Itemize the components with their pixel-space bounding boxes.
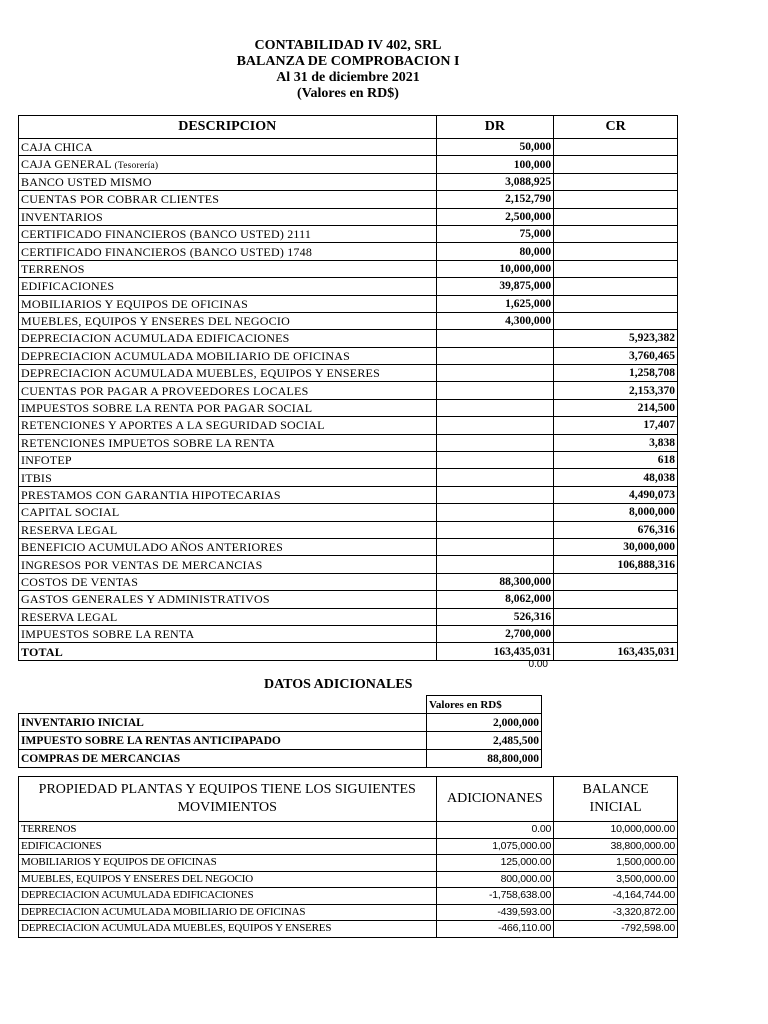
credit-amount: [554, 225, 678, 242]
table-row: [19, 538, 678, 555]
table-row: [19, 855, 678, 872]
additions-amount: 1,075,000.00: [436, 838, 554, 855]
account-name-text: CUENTAS POR COBRAR CLIENTES: [21, 192, 220, 207]
table-row: [19, 382, 678, 399]
account-name: [19, 417, 437, 434]
account-name-text: RESERVA LEGAL: [21, 522, 118, 537]
table-row: [19, 888, 678, 905]
account-name-text: IMPUESTOS SOBRE LA RENTA POR PAGAR SOCIAL: [21, 401, 313, 416]
debit-amount: 2,700,000: [436, 625, 554, 642]
column-header-dr: DR: [436, 116, 554, 139]
account-name: [19, 556, 437, 573]
debit-amount: 10,000,000: [436, 260, 554, 277]
credit-amount: 618: [554, 452, 678, 469]
total-credit: 163,435,031: [554, 643, 678, 660]
credit-amount: [554, 591, 678, 608]
report-currency: (Valores en RD$): [297, 86, 399, 101]
additions-amount: -439,593.00: [436, 904, 554, 921]
company-name: CONTABILIDAD IV 402, SRL: [254, 38, 442, 53]
datos-adicionales-title: DATOS ADICIONALES: [264, 677, 413, 692]
account-name-text: RESERVA LEGAL: [21, 609, 118, 624]
debit-amount: [436, 365, 554, 382]
initial-balance-amount: 10,000,000.00: [554, 822, 678, 839]
table-row: [19, 822, 678, 839]
additions-amount: 800,000.00: [436, 871, 554, 888]
account-name: [19, 330, 437, 347]
account-name: [19, 191, 437, 208]
table-row: [19, 173, 678, 190]
account-name: [19, 225, 437, 242]
table-row: [19, 434, 678, 451]
debit-amount: 2,500,000: [436, 208, 554, 225]
account-name-text: CAJA CHICA: [21, 140, 93, 155]
debit-amount: [436, 417, 554, 434]
debit-amount: [436, 486, 554, 503]
account-name: [19, 591, 437, 608]
credit-amount: [554, 260, 678, 277]
debit-amount: 50,000: [436, 139, 554, 156]
account-name: [19, 208, 437, 225]
credit-amount: 3,760,465: [554, 347, 678, 364]
account-name: [19, 243, 437, 260]
credit-amount: [554, 156, 678, 173]
table-row: [19, 347, 678, 364]
credit-amount: [554, 208, 678, 225]
credit-amount: [554, 173, 678, 190]
datos-value: 2,000,000: [427, 714, 542, 732]
total-label: TOTAL: [19, 643, 437, 660]
datos-label: IMPUESTO SOBRE LA RENTAS ANTICIPAPADO: [19, 732, 427, 750]
table-row: [19, 608, 678, 625]
column-header-propiedad: PROPIEDAD PLANTAS Y EQUIPOS TIENE LOS SIGUIENTES MOVIMIENTOS: [19, 777, 437, 822]
account-name: [19, 260, 437, 277]
table-row: [19, 191, 678, 208]
credit-amount: [554, 608, 678, 625]
account-name-text: CAJA GENERAL: [21, 156, 112, 171]
credit-amount: [554, 243, 678, 260]
debit-amount: [436, 556, 554, 573]
propiedad-table: [18, 776, 678, 938]
table-row: [19, 469, 678, 486]
table-row: [19, 295, 678, 312]
table-row: [19, 452, 678, 469]
table-row: [19, 278, 678, 295]
account-name: [19, 156, 437, 173]
account-name: [19, 434, 437, 451]
column-header-cr: CR: [554, 116, 678, 139]
asset-name: EDIFICACIONES: [19, 838, 437, 855]
table-row: [19, 625, 678, 642]
credit-amount: 214,500: [554, 399, 678, 416]
account-name: [19, 295, 437, 312]
asset-name: DEPRECIACION ACUMULADA MOBILIARIO DE OFICINAS: [19, 904, 437, 921]
table-row: [19, 399, 678, 416]
account-name-text: ITBIS: [21, 470, 52, 485]
propiedad-header-row: [19, 777, 678, 822]
additions-amount: -466,110.00: [436, 921, 554, 938]
account-name: [19, 538, 437, 555]
table-row: [19, 225, 678, 242]
table-row: [19, 260, 678, 277]
debit-amount: 8,062,000: [436, 591, 554, 608]
balanza-header-row: [19, 116, 678, 139]
account-name: [19, 173, 437, 190]
asset-name: DEPRECIACION ACUMULADA MUEBLES, EQUIPOS Y ENSERES: [19, 921, 437, 938]
debit-amount: [436, 347, 554, 364]
account-name: [19, 469, 437, 486]
additions-amount: -1,758,638.00: [436, 888, 554, 905]
account-name-text: BENEFICIO ACUMULADO AÑOS ANTERIORES: [21, 540, 284, 555]
credit-amount: [554, 573, 678, 590]
debit-amount: 4,300,000: [436, 312, 554, 329]
debit-amount: [436, 521, 554, 538]
debit-amount: 3,088,925: [436, 173, 554, 190]
credit-amount: 106,888,316: [554, 556, 678, 573]
additions-amount: 0.00: [436, 822, 554, 839]
account-name-text: RETENCIONES Y APORTES A LA SEGURIDAD SOCIAL: [21, 418, 325, 433]
account-name-text: IMPUESTOS SOBRE LA RENTA: [21, 627, 195, 642]
table-row: [19, 573, 678, 590]
total-debit: 163,435,031: [436, 643, 554, 660]
account-name: [19, 382, 437, 399]
column-header-descripcion: DESCRIPCION: [19, 116, 437, 139]
asset-name: DEPRECIACION ACUMULADA EDIFICACIONES: [19, 888, 437, 905]
datos-value: 88,800,000: [427, 750, 542, 768]
account-name-text: COSTOS DE VENTAS: [21, 574, 139, 589]
asset-name: TERRENOS: [19, 822, 437, 839]
credit-amount: 8,000,000: [554, 504, 678, 521]
credit-amount: 2,153,370: [554, 382, 678, 399]
debit-amount: [436, 469, 554, 486]
account-name: [19, 312, 437, 329]
account-name-text: CAPITAL SOCIAL: [21, 505, 120, 520]
account-name-text: EDIFICACIONES: [21, 279, 115, 294]
credit-amount: [554, 295, 678, 312]
account-name-text: DEPRECIACION ACUMULADA MOBILIARIO DE OFICINAS: [21, 348, 351, 363]
asset-name: MUEBLES, EQUIPOS Y ENSERES DEL NEGOCIO: [19, 871, 437, 888]
account-name-text: CUENTAS POR PAGAR A PROVEEDORES LOCALES: [21, 383, 309, 398]
credit-amount: [554, 278, 678, 295]
credit-amount: [554, 139, 678, 156]
column-header-valores: Valores en RD$: [427, 696, 542, 714]
table-row: [19, 556, 678, 573]
debit-amount: [436, 504, 554, 521]
table-row: [19, 486, 678, 503]
debit-amount: 100,000: [436, 156, 554, 173]
account-name-text: INFOTEP: [21, 453, 72, 468]
table-row: [19, 732, 542, 750]
account-name: [19, 521, 437, 538]
account-name: [19, 347, 437, 364]
credit-amount: 4,490,073: [554, 486, 678, 503]
table-row: [19, 139, 678, 156]
balanza-table: [18, 115, 678, 661]
debit-amount: [436, 330, 554, 347]
account-name-text: INVENTARIOS: [21, 209, 103, 224]
debit-amount: 75,000: [436, 225, 554, 242]
table-row: [19, 921, 678, 938]
additions-amount: 125,000.00: [436, 855, 554, 872]
account-name: [19, 139, 437, 156]
initial-balance-amount: -792,598.00: [554, 921, 678, 938]
account-name-text: MUEBLES, EQUIPOS Y ENSERES DEL NEGOCIO: [21, 314, 290, 329]
debit-amount: [436, 399, 554, 416]
datos-adicionales-table: [18, 695, 542, 768]
credit-amount: [554, 191, 678, 208]
account-name: [19, 573, 437, 590]
difference-value: 0.00: [528, 659, 548, 670]
datos-label: COMPRAS DE MERCANCIAS: [19, 750, 427, 768]
total-row: [19, 643, 678, 660]
table-row: [19, 156, 678, 173]
table-row: [19, 330, 678, 347]
credit-amount: 676,316: [554, 521, 678, 538]
table-row: [19, 521, 678, 538]
table-row: [19, 838, 678, 855]
debit-amount: [436, 434, 554, 451]
initial-balance-amount: -3,320,872.00: [554, 904, 678, 921]
account-name: [19, 608, 437, 625]
initial-balance-amount: 1,500,000.00: [554, 855, 678, 872]
debit-amount: 88,300,000: [436, 573, 554, 590]
account-name-text: DEPRECIACION ACUMULADA MUEBLES, EQUIPOS Y ENSERES: [21, 366, 380, 381]
account-name: [19, 504, 437, 521]
debit-amount: [436, 382, 554, 399]
table-row: [19, 714, 542, 732]
credit-amount: 17,407: [554, 417, 678, 434]
account-name-text: RETENCIONES IMPUETOS SOBRE LA RENTA: [21, 435, 275, 450]
initial-balance-amount: 3,500,000.00: [554, 871, 678, 888]
datos-value: 2,485,500: [427, 732, 542, 750]
empty-cell: [19, 696, 427, 714]
account-name: [19, 365, 437, 382]
credit-amount: 30,000,000: [554, 538, 678, 555]
account-name-text: GASTOS GENERALES Y ADMINISTRATIVOS: [21, 592, 270, 607]
table-row: [19, 504, 678, 521]
account-name-text: MOBILIARIOS Y EQUIPOS DE OFICINAS: [21, 296, 249, 311]
debit-amount: [436, 538, 554, 555]
account-name-text: BANCO USTED MISMO: [21, 174, 152, 189]
account-name-text: DEPRECIACION ACUMULADA EDIFICACIONES: [21, 331, 290, 346]
account-name: [19, 452, 437, 469]
table-row: [19, 208, 678, 225]
account-name-text: PRESTAMOS CON GARANTIA HIPOTECARIAS: [21, 488, 281, 502]
debit-amount: 1,625,000: [436, 295, 554, 312]
account-name: [19, 625, 437, 642]
asset-name: MOBILIARIOS Y EQUIPOS DE OFICINAS: [19, 855, 437, 872]
account-name-text: CERTIFICADO FINANCIEROS (BANCO USTED) 1748: [21, 244, 313, 259]
credit-amount: 48,038: [554, 469, 678, 486]
report-header: [0, 38, 696, 102]
initial-balance-amount: -4,164,744.00: [554, 888, 678, 905]
table-row: [19, 417, 678, 434]
table-row: [19, 591, 678, 608]
report-title: BALANZA DE COMPROBACION I: [236, 54, 460, 69]
credit-amount: 1,258,708: [554, 365, 678, 382]
report-date: Al 31 de diciembre 2021: [276, 70, 420, 85]
credit-amount: 5,923,382: [554, 330, 678, 347]
table-row: [19, 871, 678, 888]
account-name-text: TERRENOS: [21, 261, 85, 276]
account-name-text: CERTIFICADO FINANCIEROS (BANCO USTED) 2111: [21, 227, 312, 242]
credit-amount: [554, 312, 678, 329]
initial-balance-amount: 38,800,000.00: [554, 838, 678, 855]
account-name-text: INGRESOS POR VENTAS DE MERCANCIAS: [21, 557, 263, 572]
account-name: [19, 278, 437, 295]
debit-amount: [436, 452, 554, 469]
table-row: [19, 243, 678, 260]
table-row: [19, 750, 542, 768]
debit-amount: 526,316: [436, 608, 554, 625]
account-name: [19, 399, 437, 416]
table-row: [19, 904, 678, 921]
account-name: [19, 486, 437, 503]
credit-amount: [554, 625, 678, 642]
column-header-adicionanes: ADICIONANES: [436, 777, 554, 822]
table-row: [19, 365, 678, 382]
debit-amount: 39,875,000: [436, 278, 554, 295]
debit-amount: 2,152,790: [436, 191, 554, 208]
table-row: [19, 312, 678, 329]
column-header-balance-inicial: BALANCE INICIAL: [554, 777, 678, 822]
debit-amount: 80,000: [436, 243, 554, 260]
credit-amount: 3,838: [554, 434, 678, 451]
account-note: (Tesorería): [114, 160, 159, 171]
datos-label: INVENTARIO INICIAL: [19, 714, 427, 732]
datos-adicionales-header-row: [19, 696, 542, 714]
